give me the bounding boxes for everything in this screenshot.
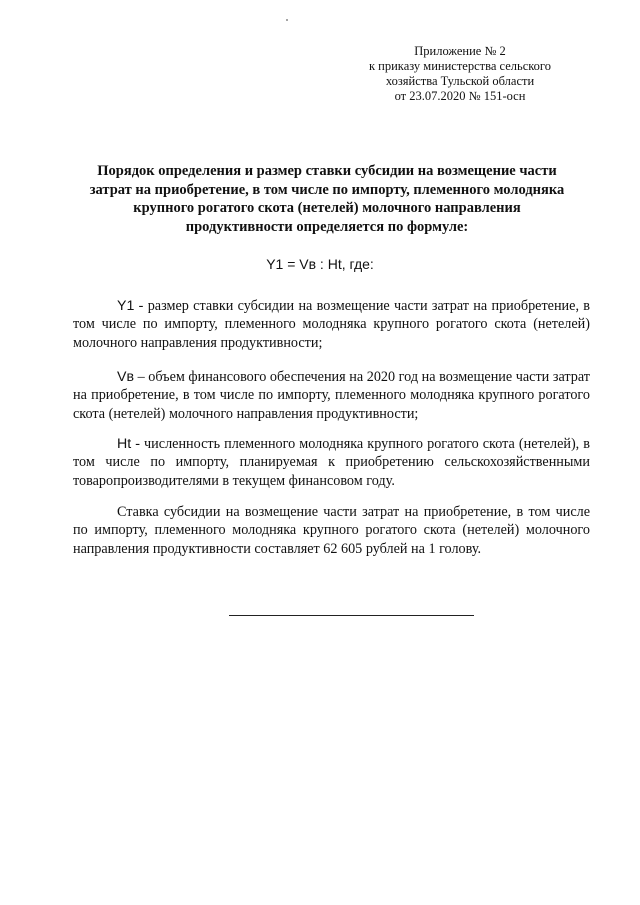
formula: Y1 = Vв : Ht, где: (266, 256, 374, 272)
definition-term: Ht (117, 436, 132, 452)
appendix-number: Приложение № 2 (414, 44, 506, 58)
document-title (70, 162, 584, 236)
appendix-ministry: хозяйства Тульской области (385, 74, 535, 88)
definition-term: Y1 (117, 298, 135, 314)
title-line: затрат на приобретение, в том числе по импорту, племенного молодняка (89, 181, 565, 198)
definition-y1 (73, 297, 590, 352)
closing-rule (229, 615, 474, 616)
title-line: продуктивности определяется по формуле: (185, 218, 469, 235)
title-line: крупного рогатого скота (нетелей) молочного направления (133, 200, 521, 216)
subsidy-rate-paragraph: Ставка субсидии на возмещение части затрат на приобретение, в том числе по импорту, племенного молодняка крупного рогатого скота (нетелей) молочного направления продуктивности составляет 62 605 рублей на 1 голову. (73, 504, 590, 557)
title-line: Порядок определения и размер ставки субсидии на возмещение части (97, 163, 557, 179)
definition-term: Vв (117, 369, 135, 385)
definition-ht (73, 435, 590, 490)
definition-vv (73, 368, 590, 423)
definition-text: – объем финансового обеспечения на 2020 год на возмещение части затрат на приобретение, в том числе по импорту, племенного молодняка крупного рогатого скота (нетелей) молочного направления продуктивности; (73, 369, 590, 422)
appendix-header (340, 44, 580, 104)
definition-text: - численность племенного молодняка крупного рогатого скота (нетелей), в том числе по импорту, планируемая к приобретению сельскохозяйственными товаропроизводителями в текущем финансовом году. (73, 436, 590, 489)
scan-speck (286, 19, 288, 21)
definition-text: - размер ставки субсидии на возмещение части затрат на приобретение, в том числе по импорту, племенного молодняка крупного рогатого скота (нетелей) молочного направления продуктивности; (73, 298, 590, 351)
appendix-order-ref: к приказу министерства сельского (368, 59, 551, 73)
appendix-date-number: от 23.07.2020 № 151-осн (394, 89, 526, 103)
